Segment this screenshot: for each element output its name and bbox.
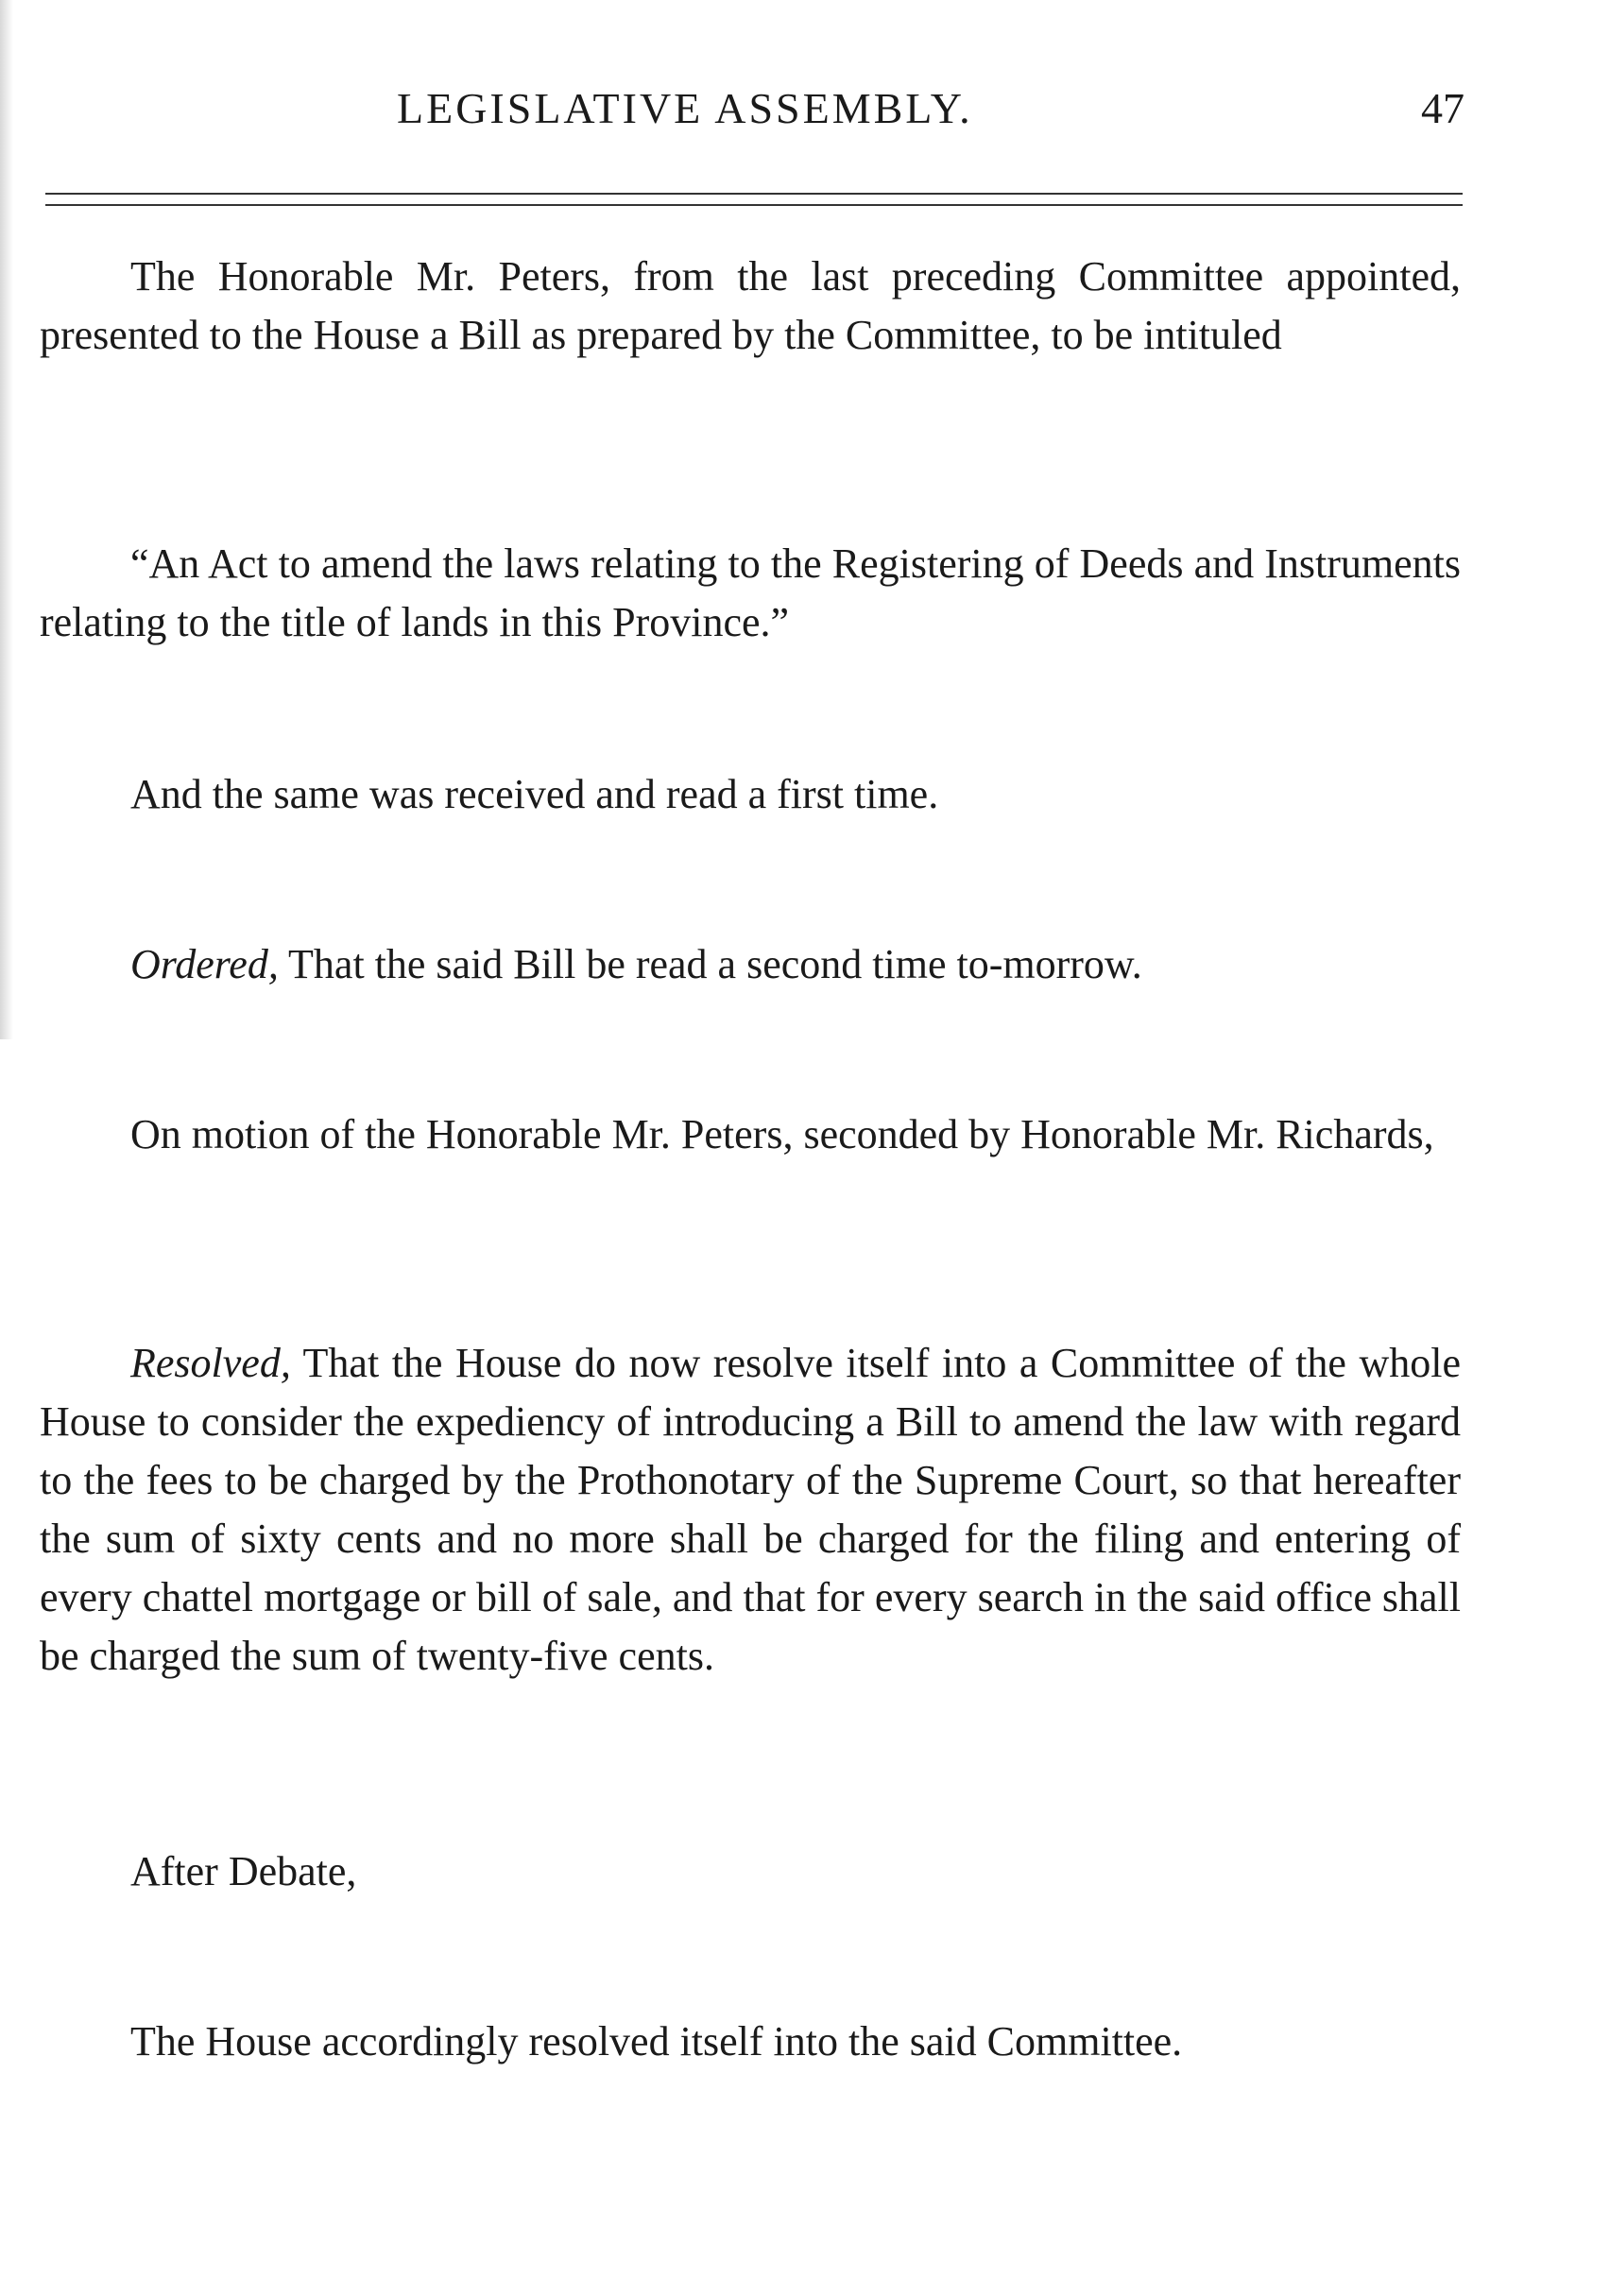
- running-head: LEGISLATIVE ASSEMBLY.: [397, 84, 973, 132]
- paragraph-text: That the House do now resolve itself into a Committee of the whole House to consider the expediency of introducing a Bill to amend the law with regard to the fees to be charged by the Prothonotary of the Supreme Court, so that hereafter the sum of sixty cents and no more shall be charged for the filing and entering of every chattel mortgage or bill of sale, and that for every search in the said office shall be charged the sum of twenty-five cents.: [40, 1340, 1461, 1679]
- paragraph-text: The Honorable Mr. Peters, from the last preceding Committee appointed, presented to the House a Bill as prepared by the Committee, to be intituled: [40, 253, 1461, 358]
- paragraph-text: “An Act to amend the laws relating to the Registering of Deeds and Instruments relating to the title of lands in this Province.”: [40, 540, 1461, 645]
- ordered-lead: Ordered,: [130, 941, 279, 987]
- paragraph-text: And the same was received and read a first time.: [130, 771, 939, 817]
- paragraph-text: The House accordingly resolved itself into the said Committee.: [130, 2018, 1183, 2065]
- header-rule-bottom: [45, 204, 1463, 206]
- header-rule-top: [45, 193, 1463, 195]
- paragraph-text: On motion of the Honorable Mr. Peters, seconded by Honorable Mr. Richards,: [130, 1111, 1434, 1157]
- paragraph-bill-presented: [40, 248, 1461, 365]
- paragraph-resolved: [40, 1334, 1461, 1686]
- page-edge-shadow: [0, 0, 13, 1039]
- paragraph-after-debate: [40, 1842, 1461, 1901]
- paragraph-committee: [40, 2013, 1461, 2071]
- paragraph-ordered: [40, 935, 1461, 994]
- paragraph-motion: [40, 1105, 1461, 1164]
- page-number: 47: [1421, 84, 1464, 132]
- paragraph-text: After Debate,: [130, 1848, 357, 1894]
- paragraph-first-reading: [40, 765, 1461, 824]
- paragraph-act-title: [40, 535, 1461, 652]
- paragraph-text: That the said Bill be read a second time to-morrow.: [278, 941, 1142, 987]
- resolved-lead: Resolved,: [130, 1340, 291, 1386]
